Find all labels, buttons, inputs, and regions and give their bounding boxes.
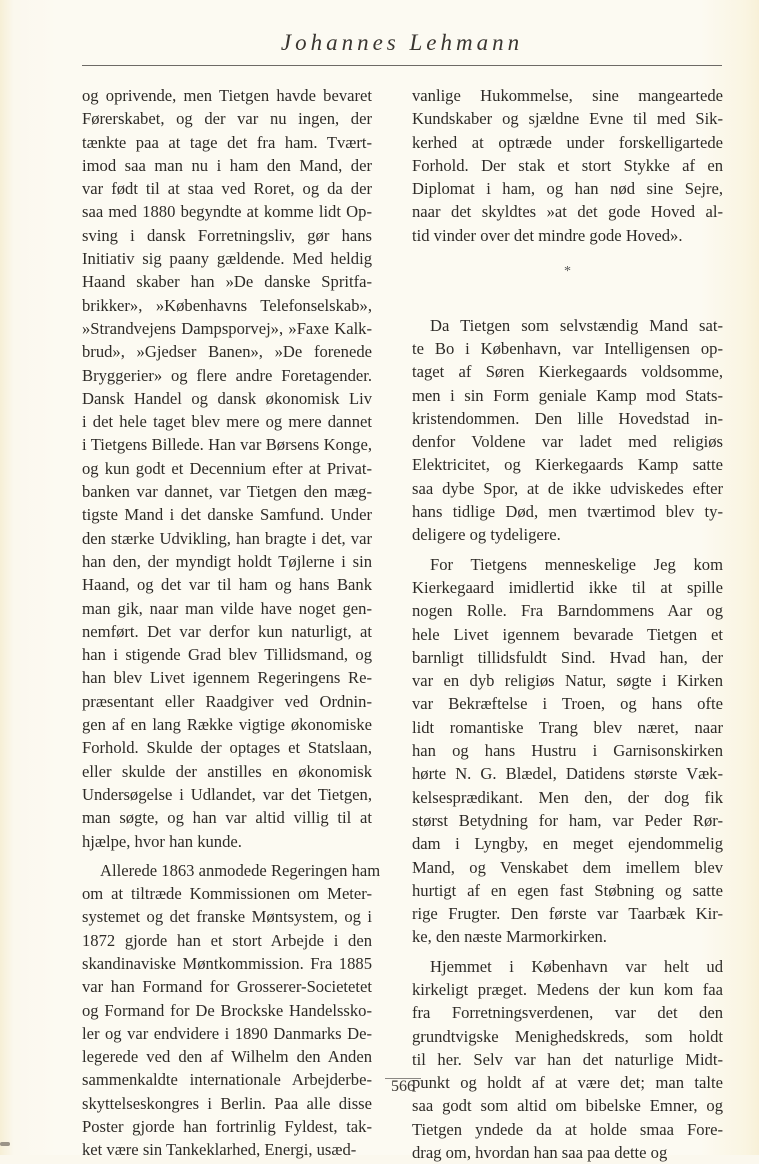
running-head: Johannes Lehmann	[280, 30, 524, 55]
text-line: For Tietgens menneskelige Jeg kom	[430, 554, 723, 574]
paragraph	[82, 859, 381, 1162]
paragraph	[82, 84, 372, 853]
text-line: hele Livet igennem bevarade Tietgen et	[412, 624, 723, 644]
header-rule	[82, 65, 722, 66]
text-line: lidt romantiske Trang blev næret, naar	[412, 717, 723, 737]
text-line: banken var dannet, var Tietgen den mæg-	[82, 482, 372, 502]
right-column	[412, 84, 723, 1164]
text-line: denfor Voldene var ladet med religiøs	[412, 432, 723, 452]
text-line: og kun godt et Decennium efter at Privat-	[82, 458, 372, 478]
text-line: saa dybe Spor, at de ikke udviskedes efter	[412, 478, 723, 498]
text-line: taget af Søren Kierkegaards voldsomme,	[412, 362, 723, 382]
text-line: grundtvigske Menighedskreds, som holdt	[412, 1026, 723, 1046]
text-line: Forhold. Skulde der optages et Statslaan,	[82, 738, 372, 758]
text-line: men i sin Form geniale Kamp mod Stats-	[412, 385, 723, 405]
paragraph	[412, 84, 723, 247]
text-line: punkt og holdt af at være det; man talte	[412, 1073, 723, 1093]
text-line: om at tiltræde Kommissionen om Meter-	[82, 884, 372, 904]
text-line: imod saa man nu i ham den Mand, der	[82, 155, 372, 175]
text-line: Haand, og det var til ham og hans Bank	[82, 575, 372, 595]
text-line: brikker», »Københavns Telefonselskab»,	[82, 295, 372, 315]
text-line: dam i Lyngby, en meget ejendommelig	[412, 834, 723, 854]
text-line: han i stigende Grad blev Tillidsmand, og	[82, 645, 372, 665]
text-line: kelsesprædikant. Men den, der dog fik	[412, 787, 723, 807]
text-line: i Tietgens Billede. Han var Børsens Konge,	[82, 435, 372, 455]
text-line: Diplomat i ham, og han nød sine Sejre,	[412, 179, 723, 199]
text-line: systemet og det franske Møntsystem, og i	[82, 907, 372, 927]
text-line: eller skulde der anstilles en økonomisk	[82, 761, 372, 781]
text-line: skandinaviske Møntkommission. Fra 1885	[82, 953, 372, 973]
text-line: størst Betydning for ham, var Peder Rør-	[412, 810, 723, 830]
paragraph	[412, 553, 723, 949]
text-line: sving i dansk Forretningsliv, gør hans	[82, 225, 372, 245]
text-line: saa godt som altid om bibelske Emner, og	[412, 1096, 723, 1116]
text-line: 1872 gjorde han et stort Arbejde i den	[82, 930, 372, 950]
text-line: Tietgen yndede da at holde smaa Fore-	[412, 1119, 723, 1139]
text-line: Bryggerier» og flere andre Foretagender.	[82, 365, 372, 385]
text-line: var Bekræftelse i Troen, og hans ofte	[412, 694, 723, 714]
text-line: Kierkegaard imidlertid ikke til at spille	[412, 577, 723, 597]
text-line: vanlige Hukommelse, sine mangeartede	[412, 86, 723, 105]
text-line: Hjemmet i København var helt ud	[430, 956, 723, 976]
text-line: ke, den næste Marmorkirken.	[412, 927, 607, 947]
text-line: Mand, og Venskabet dem imellem blev	[412, 857, 723, 877]
text-line: nogen Rolle. Fra Barndommens Aar og	[412, 601, 723, 621]
text-line: var født til at staa ved Roret, og da der	[82, 179, 372, 199]
text-line: gen af en lang Række vigtige økonomiske	[82, 715, 372, 735]
text-line: fra Forretningsverdenen, var det den	[412, 1003, 723, 1023]
text-line: og Formand for De Brockske Handelssko-	[82, 1000, 372, 1020]
text-line: ket være sin Tankeklarhed, Energi, usæd-	[82, 1140, 357, 1160]
text-line: var en dyb religiøs Natur, søgte i Kirken	[412, 671, 723, 691]
text-line: man søgte, og han var altid villig til at	[82, 808, 372, 828]
text-line: Førerskabet, og der var nu ingen, der	[82, 109, 372, 129]
text-line: hjælpe, hvor han kunde.	[82, 831, 242, 851]
text-line: den stærke Udvikling, han bragte i det, var	[82, 528, 372, 548]
text-line: hørte N. G. Blædel, Datidens største Væk-	[412, 764, 723, 784]
text-line: Forhold. Der stak et stort Stykke af en	[412, 155, 723, 175]
text-line: i det hele taget blev mere og mere dannet	[82, 412, 372, 432]
text-line: ler og var endvidere i 1890 Danmarks De-	[82, 1023, 372, 1043]
text-line: sammenkaldte internationale Arbejderbe-	[82, 1070, 372, 1090]
text-line: hurtigt af en egen fast Støbning og satte	[412, 880, 723, 900]
text-line: rige Frugter. Den første var Taarbæk Kir-	[412, 904, 723, 924]
text-line: og oprivende, men Tietgen havde bevaret	[82, 86, 372, 105]
section-separator: *	[564, 264, 571, 280]
text-line: kerhed at optræde under forskelligartede	[412, 132, 723, 152]
text-line: skyttelseskongres i Berlin. Paa alle disse	[82, 1093, 372, 1113]
text-line: Undersøgelse i Udlandet, var det Tietgen,	[82, 784, 372, 804]
text-line: Poster gjorde han fortrinlig Fyldest, tak-	[82, 1117, 372, 1137]
text-line: deligere og tydeligere.	[412, 525, 561, 545]
text-line: han den, der myndigt holdt Tøjlerne i sin	[82, 551, 372, 571]
text-line: barnligt tillidsfuldt Sind. Hvad han, der	[412, 647, 723, 667]
text-line: han og hans Hustru i Garnisonskirken	[412, 741, 723, 761]
text-line: til her. Selv var han det naturlige Midt-	[412, 1049, 723, 1069]
text-line: Initiativ sig paany gældende. Med heldig	[82, 249, 372, 269]
text-line: man gik, naar man vilde have noget gen-	[82, 598, 372, 618]
text-line: tigste Mand i det danske Samfund. Under	[82, 505, 372, 525]
text-line: Da Tietgen som selvstændig Mand sat-	[430, 315, 723, 335]
text-line: var han Formand for Grosserer-Societetet	[82, 977, 372, 997]
text-line: brud», »Gjedser Banen», »De forenede	[82, 342, 372, 362]
text-line: saa med 1880 begyndte at komme lidt Op-	[82, 202, 372, 222]
text-line: Kundskaber og sjældne Evne til med Sik-	[412, 109, 723, 129]
text-line: Dansk Handel og dansk økonomisk Liv	[82, 388, 372, 408]
paragraph	[412, 955, 723, 1164]
text-line: Elektricitet, og Kierkegaards Kamp satte	[412, 455, 723, 475]
text-line: kristendommen. Den lille Hovedstad in-	[412, 408, 723, 428]
text-line: »Strandvejens Dampsporvej», »Faxe Kalk-	[82, 318, 372, 338]
text-line: han blev Livet igennem Regeringens Re-	[82, 668, 372, 688]
text-line: te Bo i København, var Intelligensen op-	[412, 338, 723, 358]
scan-edge-mark	[0, 1142, 10, 1146]
text-line: kirkeligt præget. Medens der kun kom faa	[412, 979, 723, 999]
text-line: Allerede 1863 anmodede Regeringen ham	[100, 860, 381, 880]
text-line: præsentant eller Raadgiver ved Ordnin-	[82, 691, 372, 711]
left-column	[82, 84, 381, 1162]
text-line: tænkte paa at tage det fra ham. Tvært-	[82, 132, 372, 152]
paragraph	[412, 314, 723, 547]
text-line: drag om, hvordan han saa paa dette og	[412, 1143, 668, 1163]
text-line: Haand skaber han »De danske Spritfa-	[82, 272, 372, 292]
text-line: hans tidlige Død, men tværtimod blev ty-	[412, 502, 723, 522]
text-line: nemført. Det var derfor kun naturligt, at	[82, 621, 372, 641]
page-number: 566	[391, 1078, 415, 1095]
text-line: legerede ved den af Wilhelm den Anden	[82, 1047, 372, 1067]
text-line: naar det skyldtes »at det gode Hoved al-	[412, 202, 723, 222]
text-line: tid vinder over det mindre gode Hoved».	[412, 225, 683, 245]
